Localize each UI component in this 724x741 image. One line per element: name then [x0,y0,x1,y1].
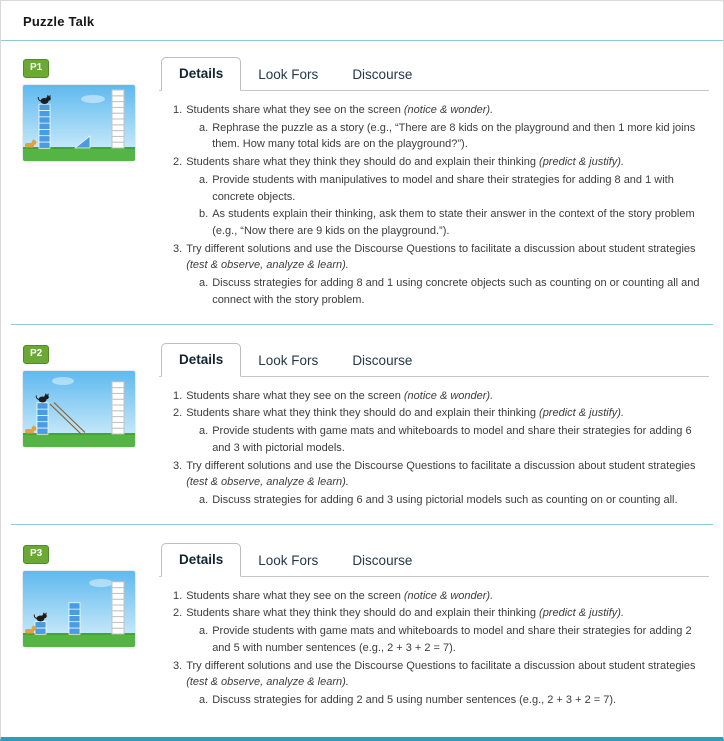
list-item: a. Discuss strategies for adding 8 and 1 using concrete objects such as counting on or counting all and connect with the story problem. [199,277,700,306]
puzzle-section-p2 [1,327,723,522]
tab-look-fors[interactable]: Look Fors [258,67,319,82]
puzzle-content [159,57,713,310]
puzzle-thumbnail [23,371,135,447]
tab-details[interactable]: Details [161,543,241,577]
puzzle-thumbnail [23,571,135,647]
tab-discourse[interactable]: Discourse [352,352,413,368]
puzzle-left-column [23,57,141,310]
page-title: Puzzle Talk [23,14,95,29]
details-list [173,388,709,509]
tab-bar [159,543,709,577]
puzzle-section-p3 [1,527,723,722]
tab-discourse[interactable]: Discourse [352,67,413,82]
puzzle-left-column [23,343,141,510]
details-list [173,588,709,709]
puzzle-badge: P2 [23,345,49,364]
list-item: 3. Try different solutions and use the Discourse Questions to facilitate a discussion about student strategies (test & observe, analyze & learn). [173,459,696,489]
puzzle-badge: P3 [23,545,49,564]
list-item: 1. Students share what they see on the screen (notice & wonder). [173,104,494,116]
list-item: a. Provide students with game mats and whiteboards to model and share their strategies for adding 2 and 5 with number sentences (e.g., 2 + 3 + 2 = 7). [199,625,692,654]
list-item: 2. Students share what they think they should do and explain their thinking (predict & justify). [173,607,624,620]
tab-bar [159,57,709,91]
list-item: a. Provide students with manipulatives to model and share their strategies for adding 8 and 1 with concrete objects. [199,173,674,203]
list-item: a. Provide students with game mats and whiteboards to model and share their strategies for adding 6 and 3 with pictorial models. [199,425,692,454]
list-item: 1. Students share what they see on the screen (notice & wonder). [173,589,494,602]
puzzle-badge: P1 [23,59,49,78]
puzzle-section-p1 [1,41,723,322]
list-item: 3. Try different solutions and use the Discourse Questions to facilitate a discussion about student strategies (test & observe, analyze & learn). [173,242,696,272]
tab-bar [159,343,709,377]
list-item: a. Discuss strategies for adding 6 and 3 using pictorial models such as counting on or counting all. [199,493,678,506]
tab-discourse[interactable]: Discourse [352,552,413,568]
tab-details[interactable]: Details [161,343,241,377]
tab-look-fors[interactable]: Look Fors [258,352,319,368]
tab-look-fors[interactable]: Look Fors [258,552,319,568]
list-item: a. Discuss strategies for adding 2 and 5 using number sentences (e.g., 2 + 3 + 2 = 7). [199,693,617,706]
puzzle-content [159,543,713,710]
puzzle-thumbnail [23,85,135,161]
list-item: 1. Students share what they see on the screen (notice & wonder). [173,389,494,402]
puzzle-left-column [23,543,141,710]
section-divider [11,524,713,525]
list-item: 3. Try different solutions and use the Discourse Questions to facilitate a discussion about student strategies (test & observe, analyze & learn). [173,659,696,689]
list-item: a. Rephrase the puzzle as a story (e.g., “There are 8 kids on the playground and then 1 more kid joins them. How many total kids are on the playground?”). [199,121,696,151]
page-header [1,1,723,41]
section-divider [11,324,713,325]
list-item: 2. Students share what they think they should do and explain their thinking (predict & justify). [173,407,624,420]
list-item: b. As students explain their thinking, ask them to state their answer in the context of the story problem (e.g., “Now there are 9 kids on the playground.”). [199,208,695,238]
list-item: 2. Students share what they think they should do and explain their thinking (predict & justify). [173,156,624,169]
details-list [173,102,709,309]
puzzle-content [159,343,713,510]
tab-details[interactable]: Details [161,57,241,91]
